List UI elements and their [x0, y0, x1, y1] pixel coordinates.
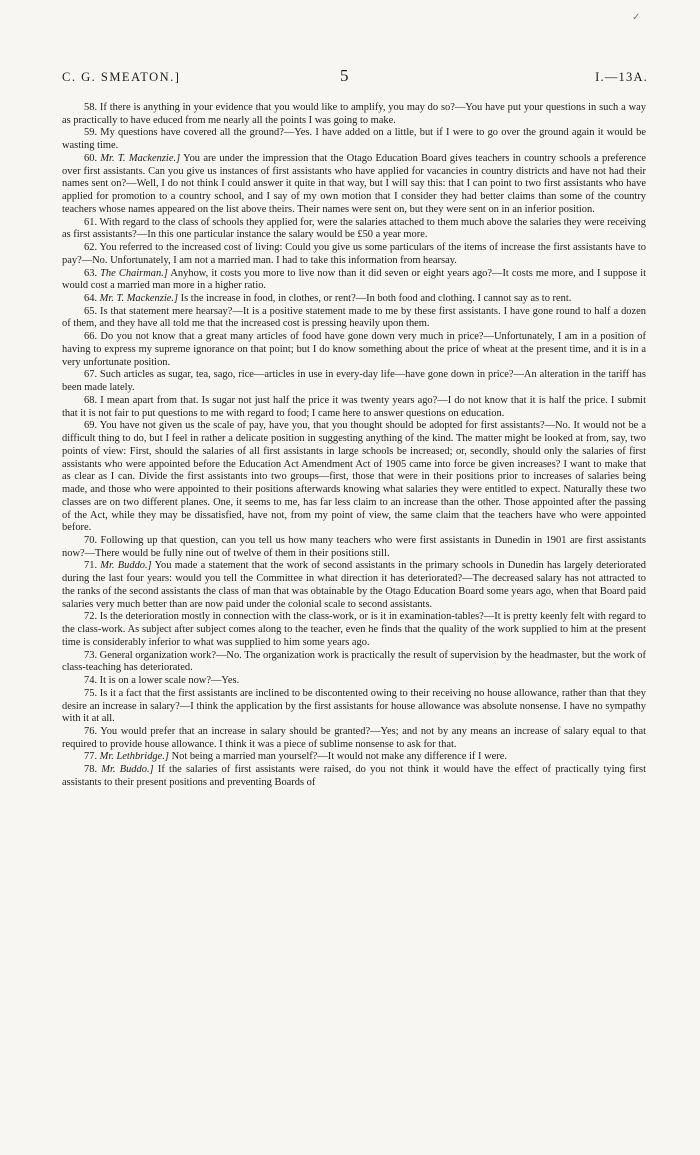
paragraph-text: 73. General organization work?—No. The organization work is practically the result of supervision by the headmaster, but the work of class-teaching has deteriorated. — [62, 649, 646, 674]
question-paragraph — [62, 306, 646, 331]
question-paragraph — [62, 293, 646, 306]
paragraph-text: 70. Following up that question, can you tell us how many teachers who were first assistants in Dunedin in 1901 are first assistants now?—There would be fully nine out of twelve of them in their positions still. — [62, 534, 646, 559]
question-paragraph — [62, 726, 646, 751]
paragraph-text: 65. Is that statement mere hearsay?—It is a positive statement made to me by these first assistants. I have gone round to half a dozen of them, and they have all told me that the increased cost is pressing heavily upon them. — [62, 305, 646, 330]
paragraph-text: Not being a married man yourself?—It would not make any difference if I were. — [171, 751, 507, 763]
speaker-name: The Chairman.] — [100, 267, 168, 279]
paragraph-text: 69. You have not given us the scale of pay, have you, that you thought should be adopted for first assistants?—No. It would not be a difficult thing to do, but I feel in rather a delicate position in suggesting anything of the kind. The matter might be looked at from, say, two points of view: First, should the salaries of all first assistants in large schools be increased; or, secondly, should only the salaries of first assistants who were appointed before the Education Act Amendment Act of 1905 came into force be given increases? I want to make that as clear as I can. Divide the first assistants into two groups—first, those that were in their positions prior to increases of salaries being made, and those who were appointed to their positions afterwards knowing what salaries they were entitled to expect. Naturally these two classes are on two different planes. One, it seems to me, has far less claim to an increase than the other. Those appointed after the passing of the Act, while they may be dissatisfied, have not, from my point of view, the same claim that the teachers have who were appointed before. — [62, 420, 646, 534]
question-paragraph — [62, 650, 646, 675]
evidence-body — [62, 102, 646, 790]
question-paragraph — [62, 102, 646, 127]
question-number: 63. — [84, 267, 98, 279]
paragraph-text: 75. Is it a fact that the first assistants are inclined to be discontented owing to their receiving no house allowance, rather than that they desire an increase in salary?—I think the application by the first assistants for house allowance was absolute nonsense. I have no sympathy with it at all. — [62, 687, 646, 725]
running-header — [60, 66, 648, 92]
question-number: 64. — [84, 293, 98, 305]
paragraph-text: 58. If there is anything in your evidence that you would like to amplify, you may do so?—You have put your questions in such a way as practically to have educed from me nearly all the points I was going to make. — [62, 102, 646, 126]
speaker-name: Mr. T. Mackenzie.] — [99, 293, 179, 305]
question-paragraph — [62, 751, 646, 764]
paragraph-text: Anyhow, it costs you more to live now than it did seven or eight years ago?—It costs me more, and I suppose it would cost a married man more in a higher ratio. — [62, 267, 646, 292]
paragraph-text: 74. It is on a lower scale now?—Yes. — [84, 675, 240, 687]
question-paragraph — [62, 395, 646, 420]
question-paragraph — [62, 560, 646, 611]
paragraph-text: 61. With regard to the class of schools they applied for, were the salaries attached to them much above the salaries they were receiving as first assistants?—In this one particular instance the salary would be £50 a year more. — [62, 216, 646, 241]
question-paragraph — [62, 242, 646, 267]
question-paragraph — [62, 764, 646, 789]
corner-pencil-mark: ✓ — [632, 12, 641, 23]
paragraph-text: 72. Is the deterioration mostly in connection with the class-work, or is it in examination-tables?—It is pretty keenly felt with regard to the class-work. As subject after subject comes along to the teacher, even he finds that the quality of the work supplied to him at the present time is considerably inferior to what was supplied to him some years ago. — [62, 611, 646, 648]
paragraph-text: You made a statement that the work of second assistants in the primary schools in Dunedin has largely deteriorated during the last four years: would you tell the Committee in what direction it has deteriorated?—The decreased salary has not attracted to the ranks of the second assistants the class of man that was obtainable by the Otago Education Board some years ago, when that Board paid salaries very much better than are now paid under the colonial scale to second assistants. — [62, 560, 647, 610]
question-number: 77. — [84, 751, 98, 763]
question-paragraph — [62, 535, 646, 560]
paragraph-text: 68. I mean apart from that. Is sugar not just half the price it was twenty years ago?—I do not know that it is half the price. I submit that it is not fair to put questions to me with regard to food; I came here to answer questions on education. — [62, 394, 646, 419]
question-number: 60. — [84, 152, 98, 164]
question-paragraph — [62, 611, 646, 649]
question-paragraph — [62, 153, 646, 217]
question-paragraph — [62, 331, 646, 369]
page-number: 5 — [340, 66, 349, 85]
question-paragraph — [62, 268, 646, 293]
paragraph-text: 67. Such articles as sugar, tea, sago, rice—articles in use in every-day life—have gone down in price?—An alteration in the tariff has been made lately. — [62, 369, 646, 394]
paper-reference: I.—13A. — [595, 70, 648, 84]
speaker-name: Mr. T. Mackenzie.] — [100, 152, 181, 164]
header-witness-name: C. G. SMEATON.] — [62, 70, 181, 84]
question-paragraph — [62, 127, 646, 152]
paragraph-text: You are under the impression that the Otago Education Board gives teachers in country schools a preference over first assistants. Can you give us instances of first assistants who have applied for vacancies in country districts and have not had their names sent on?—Well, I do not think I could answer it quite in that way, but I will say this: that I can point to two first assistants who have applied for promotion to a country school, and I say of my own motion that I consider they had better claims than some of the country teachers whose names appeared on the list above theirs. Their names were sent on, but they were sent on in an inferior position. — [62, 152, 646, 215]
question-number: 78. — [84, 764, 98, 776]
paragraph-text: If the salaries of first assistants were raised, do you not think it would have the effect of practically tying first assistants to their present positions and preventing Boards of — [62, 764, 646, 788]
paragraph-text: Is the increase in food, in clothes, or rent?—In both food and clothing. I cannot say as to rent. — [180, 293, 572, 305]
paragraph-text: 62. You referred to the increased cost of living: Could you give us some particulars of the items of increase the first assistants have to pay?—No. Unfortunately, I am not a married man. I had to take this information from hearsay. — [62, 242, 646, 266]
question-number: 71. — [84, 560, 98, 572]
paragraph-text: 76. You would prefer that an increase in salary should be granted?—Yes; and not by any means an increase of salary equal to that required to provide house allowance. I think it was a piece of sublime nonsense to ask for that. — [62, 725, 646, 750]
speaker-name: Mr. Buddo.] — [101, 764, 154, 776]
question-paragraph — [62, 217, 646, 242]
speaker-name: Mr. Buddo.] — [100, 560, 152, 572]
question-paragraph — [62, 369, 646, 394]
question-paragraph — [62, 675, 646, 688]
speaker-name: Mr. Lethbridge.] — [99, 751, 169, 763]
paragraph-text: 66. Do you not know that a great many articles of food have gone down very much in price?—Unfortunately, I am in a position of having to express my supreme ignorance on that point; but I do know something about the price of wheat at the present time, and it is in a very unfortunate position. — [62, 331, 646, 368]
question-paragraph — [62, 688, 646, 726]
paragraph-text: 59. My questions have covered all the ground?—Yes. I have added on a little, but if I were to go over the ground again it would be wasting time. — [62, 127, 646, 152]
question-paragraph — [62, 420, 646, 535]
